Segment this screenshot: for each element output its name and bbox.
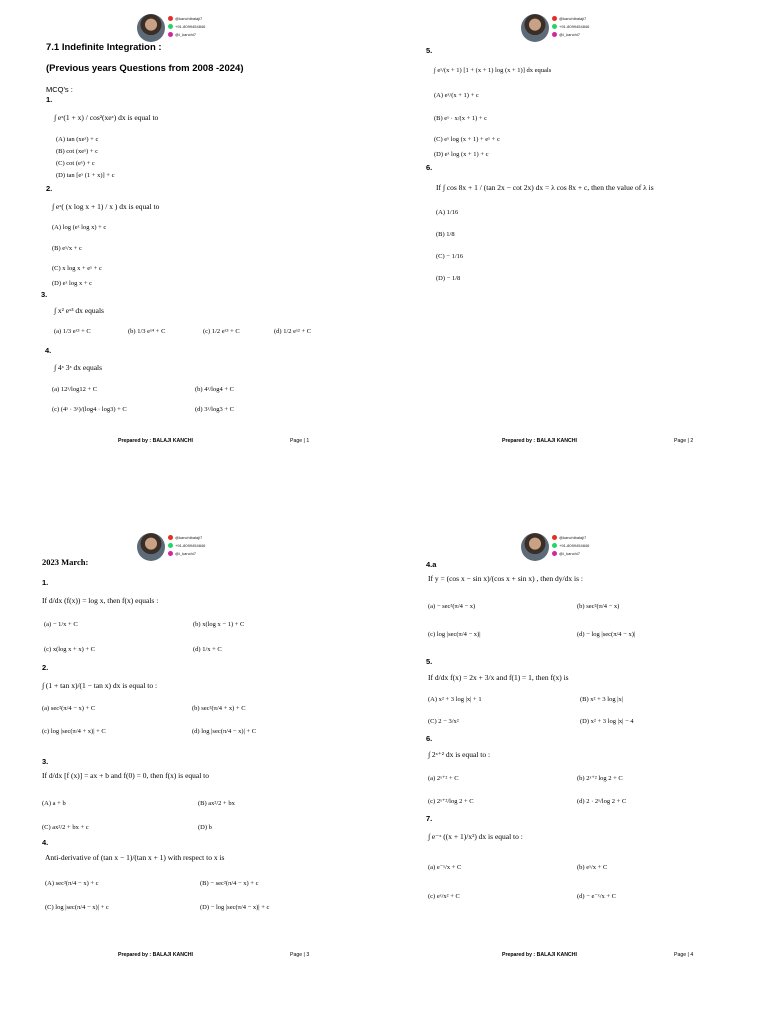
option-a: (a) 12ˣ/log12 + C [52,386,98,393]
option-c: (c) x(log x + x) + C [44,646,96,653]
option-d: (d) 1/2 eˣ² + C [274,328,312,335]
author-avatar [521,14,549,42]
option-d: (D) − 1/8 [436,275,461,282]
option-d: (D) eˣ log (x + 1) + c [434,151,489,158]
option-c: (c) log |sec(π/4 + x)| + C [42,728,106,735]
option-b: (B) cot (xeˣ) + c [56,148,98,155]
youtube-icon [552,535,557,540]
youtube-handle: @kanchibalaji7 [559,535,587,540]
youtube-icon [168,16,173,21]
page-header [521,533,651,565]
youtube-handle: @kanchibalaji7 [175,16,203,21]
option-b: (b) 4ˣ/log4 + C [195,386,234,393]
whatsapp-icon [552,24,557,29]
document-page-1 [0,0,384,512]
option-a: (a) − sec²(π/4 − x) [428,603,476,610]
option-a: (A) eˣ/(x + 1) + c [434,92,479,99]
option-c: (C) 2 − 3/x² [428,718,459,725]
page-header [521,14,651,46]
question-number: 6. [426,734,433,743]
option-c: (C) log |sec(π/4 − x)| + c [45,904,109,911]
footer-author: Prepared by : BALAJI KANCHI [502,952,577,958]
option-c: (c) eˣ/x² + C [428,893,460,900]
option-d: (d) 2 · 2ˣ/log 2 + C [577,798,627,805]
author-avatar [137,533,165,561]
question-number: 2. [46,184,53,193]
instagram-icon [552,551,557,556]
option-c: (C) cot (eˣ) + c [56,160,95,167]
question-number: 1. [42,578,49,587]
option-b: (b) sec²(π/4 + x) + C [192,705,246,712]
option-a: (A) sec²(π/4 − x) + c [45,880,99,887]
question-number: 4.a [426,560,437,569]
option-a: (a) 1/3 eˣ³ + C [54,328,91,335]
question-number: 5. [426,46,433,55]
author-avatar [137,14,165,42]
option-a: (a) − 1/x + C [44,621,78,628]
question-stem: If ∫ cos 8x + 1 / (tan 2x − cot 2x) dx = λ cos 8x + c, then the value of λ is [436,183,654,192]
option-a: (a) e⁻ˣ/x + C [428,864,462,871]
section-label: MCQ's : [46,85,73,94]
option-b: (b) eˣ/x + C [577,864,608,871]
option-a: (A) tan (xeˣ) + c [56,136,99,143]
instagram-handle: @i_kanchi7 [559,551,580,556]
youtube-icon [168,535,173,540]
social-links [168,15,205,39]
option-a: (A) x² + 3 log |x| + 1 [428,696,482,703]
question-number: 4. [42,838,49,847]
question-stem: ∫ (1 + tan x)/(1 − tan x) dx is equal to : [42,681,158,690]
question-stem: Anti-derivative of (tan x − 1)/(tan x + 1) with respect to x is [45,853,225,862]
footer-page-number: Page | 3 [290,952,310,958]
question-number: 5. [426,657,433,666]
question-stem: ∫ 2ˣ⁺² dx is equal to : [428,750,491,759]
document-page-2 [384,0,768,512]
option-b: (B) − sec²(π/4 − x) + c [200,880,259,887]
question-stem: ∫ e⁻ˣ ((x + 1)/x²) dx is equal to : [428,832,523,841]
question-number: 7. [426,814,433,823]
question-stem: ∫ eˣ/(x + 1) [1 + (x + 1) log (x + 1)] dx equals [434,67,552,74]
option-d: (d) 3ˣ/log3 + C [195,406,234,413]
option-b: (b) 2ˣ⁺² log 2 + C [577,775,623,782]
option-b: (b) 1/3 eˣ⁴ + C [128,328,166,335]
option-c: (C) eˣ log (x + 1) + eˣ + c [434,136,500,143]
question-number: 3. [41,290,48,299]
option-c: (c) (4ˣ · 3ˣ)/(log4 · log3) + C [52,406,127,413]
option-a: (A) 1/16 [436,209,459,216]
instagram-icon [168,32,173,37]
page-title: 7.1 Indefinite Integration : [46,42,162,53]
footer-page-number: Page | 1 [290,438,310,444]
footer-author: Prepared by : BALAJI KANCHI [118,952,193,958]
question-stem: If d/dx (f(x)) = log x, then f(x) equals : [42,596,159,605]
whatsapp-icon [168,24,173,29]
option-d: (D) − log |sec(π/4 − x)| + c [200,904,270,911]
option-c: (C) − 1/16 [436,253,464,260]
option-d: (D) eˣ log x + c [52,280,93,287]
option-c: (c) log |sec(π/4 − x)| [428,631,481,638]
option-d: (d) − e⁻ˣ/x + C [577,893,616,900]
instagram-icon [552,32,557,37]
instagram-icon [168,551,173,556]
question-stem: If d/dx f(x) = 2x + 3/x and f(1) = 1, then f(x) is [428,673,569,682]
youtube-icon [552,16,557,21]
question-stem: ∫ x² eˣ³ dx equals [54,306,104,315]
question-stem: ∫ 4ˣ 3ˣ dx equals [54,363,103,372]
option-c: (C) ax²/2 + bx + c [42,824,89,831]
option-a: (a) sec²(π/4 − x) + C [42,705,96,712]
question-number: 1. [46,95,53,104]
option-b: (B) ax²/2 + bx [198,800,235,807]
youtube-handle: @kanchibalaji7 [559,16,587,21]
option-d: (D) tan [eˣ (1 + x)] + c [56,172,115,179]
question-number: 2. [42,663,49,672]
footer-author: Prepared by : BALAJI KANCHI [502,438,577,444]
option-c: (c) 2ˣ⁺²/log 2 + C [428,798,474,805]
question-number: 6. [426,163,433,172]
document-page-4 [384,512,768,1024]
option-b: (B) x² + 3 log |x| [580,696,624,703]
option-b: (B) eˣ/x + c [52,245,82,252]
question-stem: If d/dx [f (x)] = ax + b and f(0) = 0, then f(x) is equal to [42,771,210,780]
option-b: (b) x(log x − 1) + C [193,621,245,628]
instagram-handle: @i_kanchi7 [175,551,196,556]
author-avatar [521,533,549,561]
whatsapp-number: +91-8099454846 [559,543,590,548]
page-subtitle: (Previous years Questions from 2008 -2024) [46,63,244,74]
option-d: (d) − log |sec(π/4 − x)| [577,631,636,638]
question-number: 4. [45,346,52,355]
whatsapp-number: +91-8099454846 [175,24,206,29]
option-d: (d) 1/x + C [193,646,222,653]
whatsapp-number: +91-8099454846 [559,24,590,29]
social-links [168,534,205,558]
question-stem: ∫ eˣ( (x log x + 1) / x ) dx is equal to [52,202,160,211]
section-heading: 2023 March: [42,557,89,567]
social-links [552,534,589,558]
option-d: (D) b [198,824,212,831]
social-links [552,15,589,39]
option-b: (B) eˣ · x/(x + 1) + c [434,115,488,122]
youtube-handle: @kanchibalaji7 [175,535,203,540]
option-b: (B) 1/8 [436,231,455,238]
document-page-3 [0,512,384,1024]
option-a: (a) 2ˣ⁺² + C [428,775,459,782]
footer-page-number: Page | 4 [674,952,694,958]
footer-author: Prepared by : BALAJI KANCHI [118,438,193,444]
option-c: (c) 1/2 eˣ³ + C [203,328,240,335]
whatsapp-icon [168,543,173,548]
whatsapp-number: +91-8099454846 [175,543,206,548]
instagram-handle: @i_kanchi7 [175,32,196,37]
option-b: (b) sec²(π/4 − x) [577,603,620,610]
whatsapp-icon [552,543,557,548]
option-c: (C) x log x + eˣ + c [52,265,102,272]
option-d: (d) log |sec(π/4 − x)| + C [192,728,257,735]
question-number: 3. [42,757,49,766]
option-a: (A) log (eˣ log x) + c [52,224,107,231]
instagram-handle: @i_kanchi7 [559,32,580,37]
footer-page-number: Page | 2 [674,438,694,444]
option-a: (A) a + b [42,800,66,807]
option-d: (D) x² + 3 log |x| − 4 [580,718,634,725]
question-stem: ∫ eˣ(1 + x) / cos²(xeˣ) dx is equal to [54,113,159,122]
page-header [137,533,267,565]
question-stem: If y = (cos x − sin x)/(cos x + sin x) , then dy/dx is : [428,574,583,583]
